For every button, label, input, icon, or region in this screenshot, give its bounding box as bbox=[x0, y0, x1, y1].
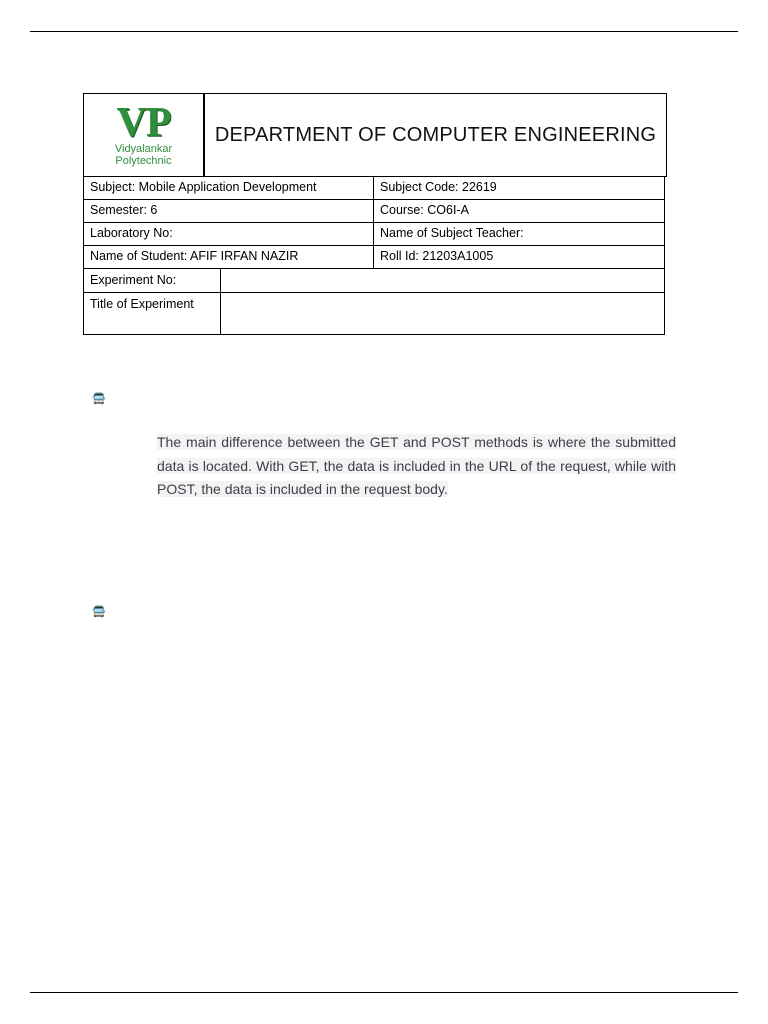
experiment-no-label: Experiment No: bbox=[84, 269, 221, 293]
info-table bbox=[83, 176, 665, 269]
table-row bbox=[84, 293, 665, 335]
subject-code-cell: Subject Code: 22619 bbox=[374, 177, 665, 200]
bus-icon: 🚍 bbox=[92, 606, 106, 618]
table-row bbox=[84, 223, 665, 246]
answer-paragraph bbox=[157, 431, 676, 502]
answer-text: The main difference between the GET and POST methods is where the submitted data is located. With GET, the data is included in the URL of the request, while with POST, the data is included in the request body. bbox=[157, 434, 676, 497]
semester-cell: Semester: 6 bbox=[84, 200, 374, 223]
table-row bbox=[84, 269, 665, 293]
subject-cell: Subject: Mobile Application Development bbox=[84, 177, 374, 200]
experiment-table bbox=[83, 268, 665, 335]
department-title: DEPARTMENT OF COMPUTER ENGINEERING bbox=[214, 123, 657, 146]
table-row bbox=[84, 177, 665, 200]
table-row bbox=[84, 200, 665, 223]
document-header bbox=[83, 93, 667, 177]
experiment-title-value bbox=[221, 293, 665, 335]
laboratory-cell: Laboratory No: bbox=[84, 223, 374, 246]
department-title-cell bbox=[204, 93, 667, 176]
logo-line-1: Vidyalankar bbox=[114, 143, 173, 155]
logo-line-2: Polytechnic bbox=[115, 155, 172, 167]
experiment-no-value bbox=[221, 269, 665, 293]
student-name-cell: Name of Student: AFIF IRFAN NAZIR bbox=[84, 246, 374, 269]
subject-teacher-cell: Name of Subject Teacher: bbox=[374, 223, 665, 246]
table-row bbox=[84, 246, 665, 269]
logo-mark: VP bbox=[116, 100, 171, 146]
footer-rule bbox=[30, 992, 738, 993]
course-cell: Course: CO6I-A bbox=[374, 200, 665, 223]
experiment-title-label: Title of Experiment bbox=[84, 293, 221, 335]
roll-id-cell: Roll Id: 21203A1005 bbox=[374, 246, 665, 269]
bus-icon: 🚍 bbox=[92, 393, 106, 405]
header-rule bbox=[30, 31, 738, 32]
institute-logo bbox=[84, 94, 204, 176]
